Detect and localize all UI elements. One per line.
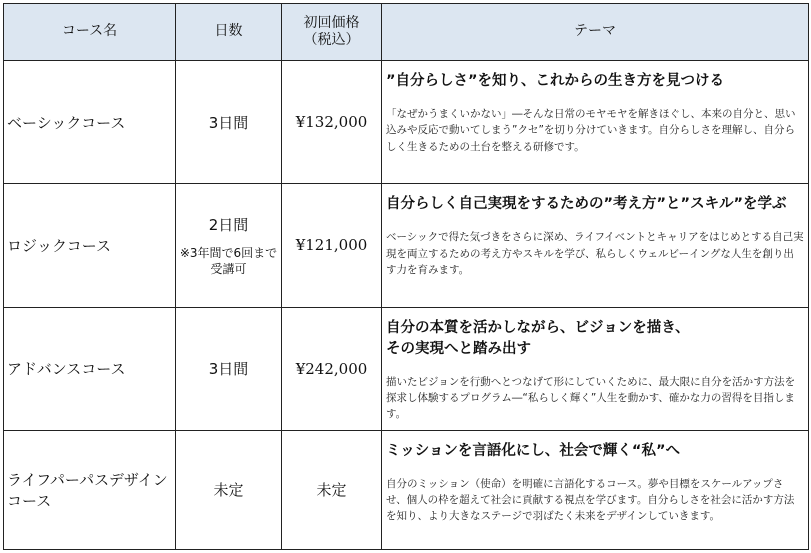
header-theme: テーマ: [382, 4, 809, 61]
course-price: 未定: [282, 430, 382, 549]
days-note: ※3年間で6回まで受講可: [179, 245, 278, 276]
course-price: ¥121,000: [282, 184, 382, 307]
course-theme: [382, 61, 809, 184]
table-row: [4, 184, 809, 307]
course-table: [3, 3, 809, 550]
header-row: [4, 4, 809, 61]
theme-description: ベーシックで得た気づきをさらに深め、ライフイベントとキャリアをはじめとする自己実現を両立するための考え方やスキルを学び、私らしくウェルビーイングな人生を創り出す力を育みます。: [386, 231, 804, 276]
theme-description: 描いたビジョンを行動へとつなげて形にしていくために、最大限に自分を活かす方法を探求し体験するプログラム―“私らしく輝く”人生を動かす、確かな力の習得を目指します。: [386, 375, 796, 421]
course-name: ロジックコース: [4, 184, 176, 307]
theme-title: ”自分らしさ”を知り、これからの生き方を見つける: [386, 73, 725, 89]
course-theme: [382, 307, 809, 430]
course-name: ベーシックコース: [4, 61, 176, 184]
course-theme: [382, 430, 809, 549]
days-value: 3日間: [208, 360, 249, 379]
course-days: [176, 307, 282, 430]
theme-description: 自分のミッション（使命）を明確に言語化するコース。夢や目標をスケールアップさせ、個人の枠を超えて社会に貢献する視点を学びます。自分らしさを社会に活かす方法を知り、より大きなステージで羽ばたく未来をデザインしていきます。: [386, 477, 795, 523]
theme-title: 自分の本質を活かしながら、ビジョンを描き、 その実現へと踏み出す: [386, 319, 690, 357]
course-days: [176, 184, 282, 307]
theme-title: ミッションを言語化にし、社会で輝く“私”へ: [386, 442, 680, 459]
table-row: [4, 430, 809, 549]
course-days: [176, 430, 282, 549]
theme-description: 「なぜかうまくいかない」―そんな日常のモヤモヤを解きほぐし、本来の自分と、思い込みや反応で動いてしまう”クセ”を切り分けていきます。自分らしさを理解し、自分らしく生きるための土台を整える研修です。: [386, 108, 796, 153]
header-price: [282, 4, 382, 61]
days-value: 3日間: [208, 113, 249, 132]
header-price-line2: （税込）: [303, 32, 360, 48]
header-course-name: コース名: [4, 4, 176, 61]
course-days: [176, 61, 282, 184]
table-row: [4, 61, 809, 184]
course-price: ¥132,000: [282, 61, 382, 184]
days-value: 2日間: [208, 215, 249, 234]
header-days: 日数: [176, 4, 282, 61]
course-theme: [382, 184, 809, 307]
course-name: アドバンスコース: [4, 307, 176, 430]
theme-title: 自分らしく自己実現をするための”考え方”と”スキル”を学ぶ: [386, 196, 787, 213]
course-price: ¥242,000: [282, 307, 382, 430]
days-value: 未定: [213, 481, 244, 500]
course-name: ライフパーパスデザインコース: [4, 430, 176, 549]
header-price-line1: 初回価格: [303, 14, 360, 31]
table-row: [4, 307, 809, 430]
